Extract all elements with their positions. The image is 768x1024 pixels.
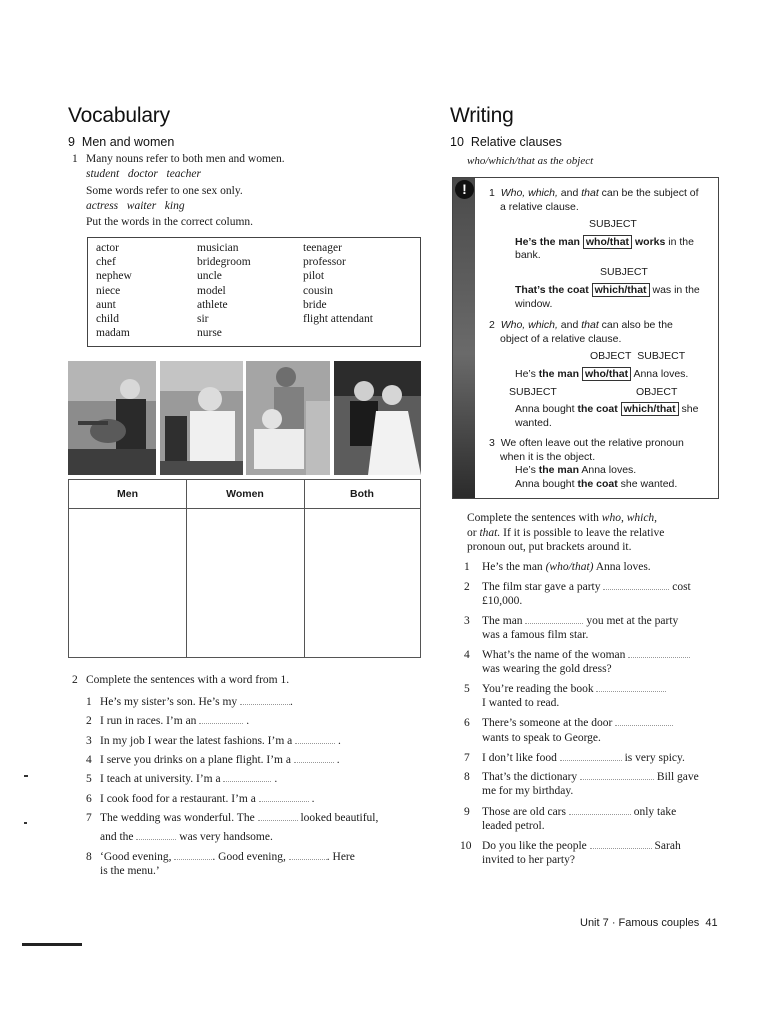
section-10-title (450, 135, 562, 149)
item-number: 5 (86, 773, 92, 785)
answer-blank[interactable] (258, 820, 298, 821)
item-text: looked beautiful, (300, 812, 379, 824)
answer-blank[interactable] (174, 859, 212, 860)
writing-item (464, 560, 651, 575)
column-divider (304, 480, 305, 657)
word: bridegroom (197, 256, 251, 269)
page-footer (580, 917, 718, 929)
exercise-2-item (86, 695, 293, 710)
item-number: 4 (464, 649, 470, 661)
word: cousin (303, 284, 334, 297)
word: aunt (96, 298, 116, 311)
grammar-point-1 (489, 187, 699, 200)
object-label: OBJECT (590, 350, 632, 362)
answer-blank[interactable] (560, 760, 622, 761)
intro-line: Some words refer to one sex only. (86, 185, 243, 197)
grammar-example (515, 403, 698, 416)
exercise-2-instruction (72, 673, 289, 688)
item-number: 8 (86, 851, 92, 863)
exercise-2-item (86, 792, 314, 807)
item-text: cost (672, 581, 691, 593)
intro-line: Many nouns refer to both men and women. (86, 153, 285, 165)
highlighted-pronoun: who/that (582, 367, 631, 381)
word: professor (303, 256, 346, 269)
word: teenager (303, 242, 342, 254)
answer-blank[interactable] (628, 657, 690, 658)
item-text: What’s the name of the woman (482, 649, 626, 661)
item-text: I run in races. I’m an (100, 715, 197, 727)
section-9-title (68, 135, 174, 149)
grammar-text: window. (515, 298, 553, 310)
item-text: Anna loves. (595, 561, 651, 573)
grammar-text: that (581, 319, 599, 331)
word: musician (197, 242, 239, 254)
item-text: is the menu.’ (100, 865, 160, 877)
item-text: I teach at university. I’m a (100, 773, 221, 785)
column-divider (186, 480, 187, 657)
instruction: Put the words in the correct column. (86, 216, 254, 228)
exercise-2-item (86, 811, 378, 826)
answer-blank[interactable] (289, 859, 327, 860)
item-text: Do you like the people (482, 840, 587, 852)
section-title: Men and women (81, 135, 175, 149)
sorting-table (68, 479, 421, 658)
item-text: I don’t like food (482, 752, 557, 764)
item-text: . (311, 793, 315, 805)
grammar-text: bank. (515, 249, 541, 261)
word: sir (197, 313, 209, 326)
word: pilot (303, 270, 325, 283)
answer-blank[interactable] (294, 762, 334, 763)
item-text: Those are old cars (482, 806, 566, 818)
grammar-text: He’s (515, 368, 536, 380)
grammar-text: can be the subject of (598, 187, 699, 199)
grammar-text: the man (538, 464, 580, 476)
item-text: was a famous film star. (482, 629, 589, 641)
grammar-text: she (681, 403, 699, 415)
vocabulary-heading: Vocabulary (68, 104, 170, 127)
item-text: . (336, 754, 340, 766)
word: bride (303, 298, 327, 311)
item-number: 2 (464, 581, 470, 593)
item-text: leaded petrol. (482, 820, 545, 832)
item-text: you met at the party (586, 615, 679, 627)
grammar-text: We often leave out the relative pronoun (500, 437, 684, 449)
grammar-example (515, 478, 677, 491)
answer-blank[interactable] (603, 589, 669, 590)
item-number: 1 (86, 696, 92, 708)
item-text: He’s the man (482, 561, 543, 573)
subject-label: SUBJECT (637, 350, 686, 362)
word-column-3 (303, 241, 373, 326)
section-subtitle: who/which/that as the object (467, 155, 594, 167)
item-text: . (338, 735, 341, 747)
writing-heading: Writing (450, 104, 514, 127)
grammar-text: works (634, 236, 666, 248)
grammar-text: Anna loves. (581, 464, 637, 476)
object-label: OBJECT (636, 386, 678, 398)
item-text: The film star gave a party (482, 581, 601, 593)
writing-item (464, 614, 678, 629)
word: nephew (96, 270, 132, 283)
exercise-number: 2 (72, 674, 78, 686)
item-text: ‘Good evening, (100, 851, 172, 863)
grammar-text: a relative clause. (500, 201, 579, 213)
word: actor (96, 242, 119, 254)
grammar-text: wanted. (515, 417, 552, 429)
grammar-text: Who, which, (500, 319, 558, 331)
grammar-text: when it is the object. (500, 451, 596, 463)
exercise-2-item (86, 830, 273, 845)
unit-label: Unit 7 (580, 917, 609, 929)
grammar-text: can also be the (598, 319, 673, 331)
item-text: In my job I wear the latest fashions. I’m a (100, 735, 293, 747)
column-header-both: Both (304, 480, 420, 509)
point-number: 2 (489, 319, 495, 331)
word: niece (96, 284, 121, 297)
section-number: 10 (450, 135, 464, 149)
grammar-text: Who, which, (500, 187, 558, 199)
item-text: . Good evening, (212, 851, 286, 863)
grammar-strip (453, 178, 475, 498)
item-text: invited to her party? (482, 854, 575, 866)
exclamation-icon: ! (455, 180, 474, 199)
word: flight attendant (303, 313, 373, 326)
word: athlete (197, 298, 228, 311)
instruction-text: that. (479, 526, 501, 539)
section-number: 9 (68, 135, 75, 149)
exercise-number: 1 (72, 153, 78, 165)
example-words: student doctor teacher (86, 167, 201, 180)
item-number: 5 (464, 683, 470, 695)
unit-title: Famous couples (618, 917, 700, 929)
writing-item (464, 716, 673, 731)
answer-blank[interactable] (590, 848, 652, 849)
item-number: 9 (464, 806, 470, 818)
item-text: only take (633, 806, 677, 818)
item-text: The wedding was wonderful. The (100, 812, 255, 824)
word: nurse (197, 327, 222, 340)
answer-blank[interactable] (580, 779, 654, 780)
answer-blank[interactable] (136, 839, 176, 840)
item-text: There’s someone at the door (482, 717, 613, 729)
item-text: That’s the dictionary (482, 771, 578, 783)
scan-mark (24, 822, 27, 824)
grammar-text: Anna bought (515, 478, 575, 490)
grammar-example (515, 284, 700, 297)
item-text: I wanted to read. (482, 697, 560, 709)
answer-blank[interactable] (569, 814, 631, 815)
column-header-men: Men (69, 480, 186, 509)
writing-instruction (467, 511, 664, 555)
word: madam (96, 327, 130, 340)
photo-musician (68, 361, 156, 475)
highlighted-pronoun: who/that (583, 235, 632, 249)
item-number: 6 (464, 717, 470, 729)
answer-blank[interactable] (525, 623, 583, 624)
grammar-box (452, 177, 719, 499)
item-text: me for my birthday. (482, 785, 574, 797)
grammar-text: Anna bought (515, 403, 575, 415)
exercise-2-item (86, 714, 249, 729)
point-number: 3 (489, 437, 495, 449)
grammar-text: the coat (577, 403, 618, 415)
grammar-text: Anna loves. (633, 368, 689, 380)
writing-item (464, 805, 676, 820)
item-text: £10,000. (482, 595, 523, 607)
word: model (197, 284, 226, 297)
grammar-text: the man (538, 368, 580, 380)
word: chef (96, 256, 116, 269)
item-text: He’s my sister’s son. He’s my (100, 696, 238, 708)
answer-blank[interactable] (596, 691, 666, 692)
subject-label: SUBJECT (589, 218, 637, 230)
item-text: and the (100, 831, 134, 843)
instruction: Complete the sentences with a word from 1. (86, 674, 290, 686)
writing-item (464, 682, 666, 697)
writing-item (460, 839, 681, 854)
item-text: is very spicy. (624, 752, 685, 764)
grammar-text: object of a relative clause. (500, 333, 622, 345)
item-text: I cook food for a restaurant. I’m a (100, 793, 256, 805)
page-number: 41 (705, 917, 718, 929)
grammar-example (515, 236, 694, 249)
grammar-text: that (581, 187, 599, 199)
answer-blank[interactable] (199, 723, 243, 724)
column-header-women: Women (186, 480, 304, 509)
item-number: 6 (86, 793, 92, 805)
point-number: 1 (489, 187, 495, 199)
instruction-text: If it is possible to leave the relative (503, 526, 665, 539)
exercise-2-item (86, 772, 277, 787)
writing-item (464, 580, 691, 595)
exercise-2-item (86, 850, 355, 865)
grammar-example (515, 368, 688, 381)
item-text: . (290, 696, 293, 708)
label-row (590, 350, 685, 363)
exercise-1-intro (72, 152, 422, 230)
instruction-text: pronoun out, put brackets around it. (467, 541, 632, 553)
scan-mark (24, 775, 28, 777)
grammar-text: and (557, 187, 582, 199)
photo-nurse-patient (246, 361, 330, 475)
exercise-2-item (86, 864, 160, 879)
example-words: actress waiter king (86, 199, 185, 212)
instruction-text: who, which, (601, 512, 658, 524)
item-text: . Here (326, 851, 355, 863)
grammar-text: That’s the coat (515, 284, 589, 296)
grammar-text: the coat (577, 478, 618, 490)
word-box (87, 237, 421, 347)
item-text: wants to speak to George. (482, 732, 601, 744)
grammar-example (515, 464, 636, 477)
item-number: 1 (464, 561, 470, 573)
item-text: You’re reading the book (482, 683, 594, 695)
subject-label: SUBJECT (509, 386, 557, 398)
item-text: Bill gave (656, 771, 699, 783)
item-text: . (274, 773, 278, 785)
word-column-2 (197, 241, 251, 340)
highlighted-pronoun: which/that (592, 283, 650, 297)
answer-blank[interactable] (223, 781, 271, 782)
exercise-2-item (86, 734, 341, 749)
item-number: 4 (86, 754, 92, 766)
word: uncle (197, 270, 222, 283)
word: child (96, 313, 119, 326)
photo-bride-groom (334, 361, 421, 475)
grammar-text: was in the (652, 284, 700, 296)
answer-blank[interactable] (259, 801, 309, 802)
item-text: Sarah (654, 840, 681, 852)
grammar-text: He’s (515, 464, 536, 476)
instruction-text: Complete the sentences with (467, 512, 599, 524)
section-title: Relative clauses (470, 135, 562, 149)
separator: · (611, 917, 616, 929)
answer-blank[interactable] (615, 725, 673, 726)
item-example-answer: (who/that) (545, 561, 594, 573)
writing-item (464, 648, 690, 663)
exercise-2-item (86, 753, 340, 768)
item-text: was very handsome. (179, 831, 273, 843)
item-text: was wearing the gold dress? (482, 663, 612, 675)
word-column-1 (96, 241, 132, 340)
writing-item (464, 751, 685, 766)
item-text: The man (482, 615, 523, 627)
writing-item (464, 770, 699, 785)
highlighted-pronoun: which/that (621, 402, 679, 416)
grammar-text: she wanted. (620, 478, 678, 490)
subject-label: SUBJECT (600, 266, 648, 278)
item-text: . (246, 715, 250, 727)
grammar-text: in the (668, 236, 694, 248)
item-number: 3 (86, 735, 92, 747)
item-text: I serve you drinks on a plane flight. I’m a (100, 754, 291, 766)
answer-blank[interactable] (295, 743, 335, 744)
instruction-text: or (467, 526, 477, 539)
photo-chef (160, 361, 243, 475)
answer-blank[interactable] (240, 704, 290, 705)
item-number: 3 (464, 615, 470, 627)
grammar-point-3 (489, 437, 684, 450)
grammar-point-2 (489, 319, 673, 332)
scan-mark (22, 943, 82, 946)
item-number: 7 (464, 752, 470, 764)
grammar-text: and (557, 319, 582, 331)
grammar-text: He’s the man (515, 236, 580, 248)
item-number: 7 (86, 812, 92, 824)
item-number: 8 (464, 771, 470, 783)
item-number: 10 (460, 840, 472, 852)
item-number: 2 (86, 715, 92, 727)
